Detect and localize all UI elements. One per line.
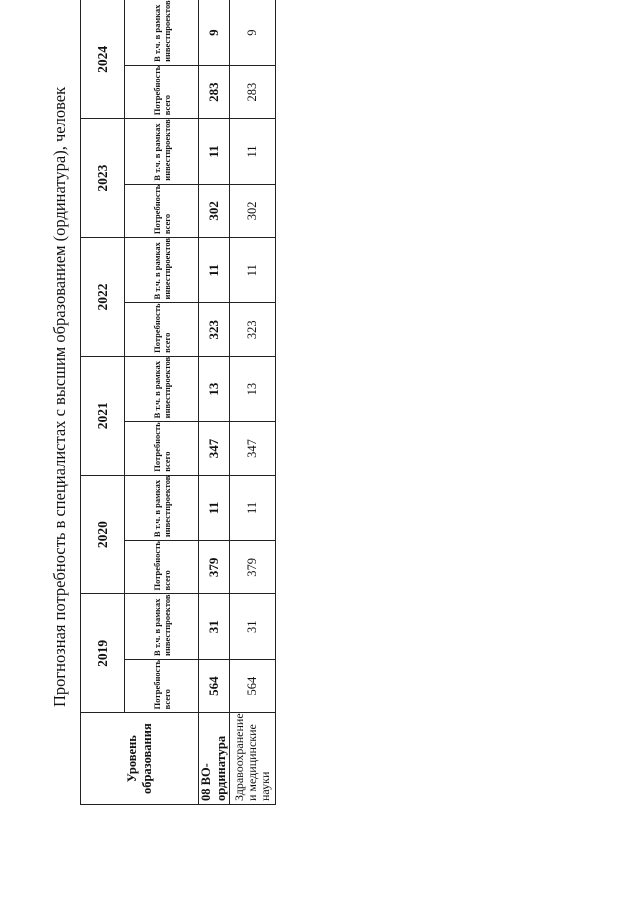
cell-value: 323 — [230, 303, 276, 356]
sub-header-total: Потребность всего — [125, 659, 199, 712]
row-label: 08 ВО-ординатура — [199, 713, 230, 805]
year-header-cell: 2022 — [81, 238, 125, 357]
cell-value: 11 — [199, 238, 230, 303]
year-header-cell: 2021 — [81, 356, 125, 475]
sub-header-invest: В т.ч. в рамках инвестпроектов — [125, 119, 199, 184]
cell-value: 13 — [230, 356, 276, 421]
sub-header-invest: В т.ч. в рамках инвестпроектов — [125, 594, 199, 659]
sub-header-invest: В т.ч. в рамках инвестпроектов — [125, 238, 199, 303]
sub-header-invest: В т.ч. в рамках инвестпроектов — [125, 475, 199, 540]
cell-value: 11 — [199, 119, 230, 184]
cell-value: 283 — [199, 65, 230, 118]
cell-value: 13 — [199, 356, 230, 421]
year-header-cell: 2024 — [81, 0, 125, 119]
cell-value: 11 — [230, 238, 276, 303]
cell-value: 302 — [199, 184, 230, 237]
cell-value: 379 — [199, 541, 230, 594]
sub-header-invest: В т.ч. в рамках инвестпроектов — [125, 356, 199, 421]
year-header-row — [81, 0, 125, 805]
cell-value: 347 — [199, 422, 230, 475]
sub-header-total: Потребность всего — [125, 422, 199, 475]
year-header-cell: 2020 — [81, 475, 125, 594]
year-header-cell: 2023 — [81, 119, 125, 238]
sub-header-invest: В т.ч. в рамках инвестпроектов — [125, 0, 199, 65]
year-header-cell: 2019 — [81, 594, 125, 713]
sub-header-total: Потребность всего — [125, 303, 199, 356]
table-container — [80, 0, 276, 805]
cell-value: 564 — [230, 659, 276, 712]
cell-value: 564 — [199, 659, 230, 712]
sub-header-total: Потребность всего — [125, 541, 199, 594]
cell-value: 31 — [230, 594, 276, 659]
cell-value: 302 — [230, 184, 276, 237]
sub-header-total: Потребность всего — [125, 65, 199, 118]
cell-value: 11 — [230, 119, 276, 184]
cell-value: 323 — [199, 303, 230, 356]
sub-header-total: Потребность всего — [125, 184, 199, 237]
forecast-table — [80, 0, 276, 805]
level-header-cell: Уровень образования — [81, 713, 199, 805]
cell-value: 283 — [230, 65, 276, 118]
cell-value: 9 — [199, 0, 230, 65]
cell-value: 11 — [230, 475, 276, 540]
table-row — [230, 0, 276, 805]
sub-header-row — [125, 0, 199, 805]
cell-value: 9 — [230, 0, 276, 65]
table-row — [199, 0, 230, 805]
cell-value: 347 — [230, 422, 276, 475]
document-title: Прогнозная потребность в специалистах с высшим образованием (ординатура), человек — [50, 86, 69, 707]
row-label: Здравоохранение и медицинские науки — [230, 713, 276, 805]
cell-value: 31 — [199, 594, 230, 659]
cell-value: 379 — [230, 541, 276, 594]
cell-value: 11 — [199, 475, 230, 540]
